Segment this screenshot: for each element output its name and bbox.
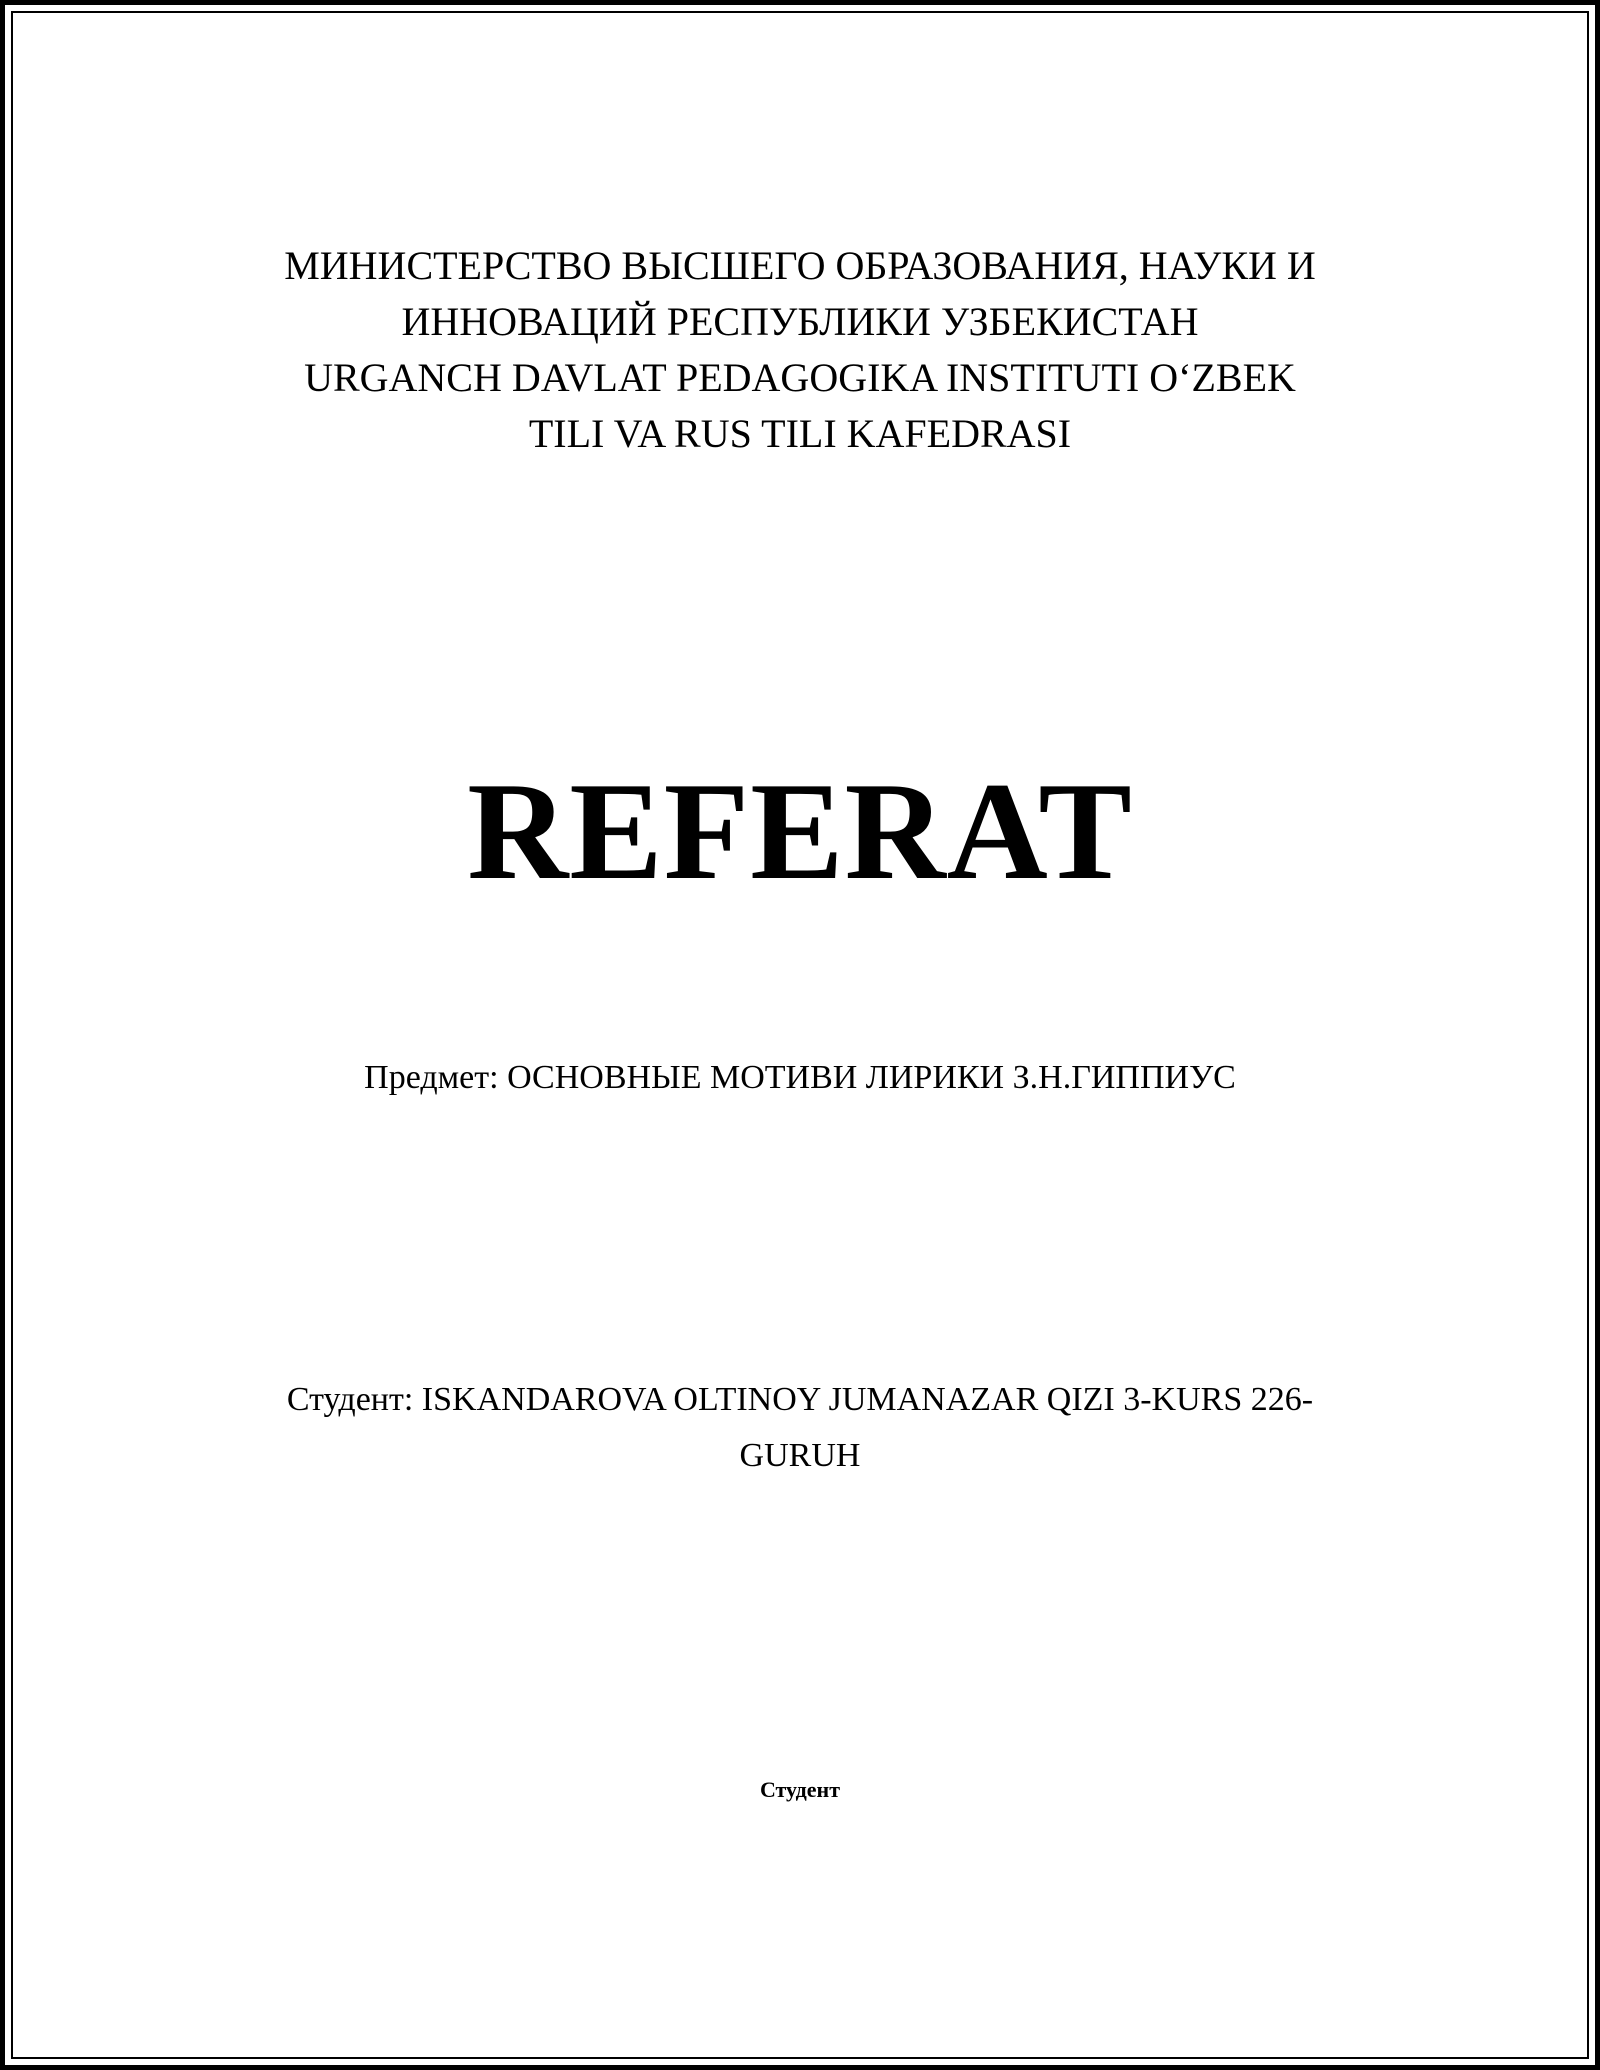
header-line-3: URGANCH DAVLAT PEDAGOGIKA INSTITUTI O‘ZBEK [304,355,1296,400]
header-line-1: МИНИСТЕРСТВО ВЫСШЕГО ОБРАЗОВАНИЯ, НАУКИ И [284,243,1316,288]
header-line-2: ИННОВАЦИЙ РЕСПУБЛИКИ УЗБЕКИСТАН [401,299,1199,344]
subject-line: Предмет: ОСНОВНЫЕ МОТИВИ ЛИРИКИ З.Н.ГИППИУС [364,1059,1236,1096]
footer-student-label: Студент [759,1777,841,1802]
student-line-2: GURUH [739,1437,861,1474]
header-line-4: TILI VA RUS TILI KAFEDRASI [528,411,1072,456]
student-line-1: Студент: ISKANDAROVA OLTINOY JUMANAZAR QIZI 3-KURS 226- [286,1381,1314,1418]
student-info [150,1372,1450,1484]
institution-header [150,238,1450,462]
document-title: REFERAT [467,754,1133,909]
